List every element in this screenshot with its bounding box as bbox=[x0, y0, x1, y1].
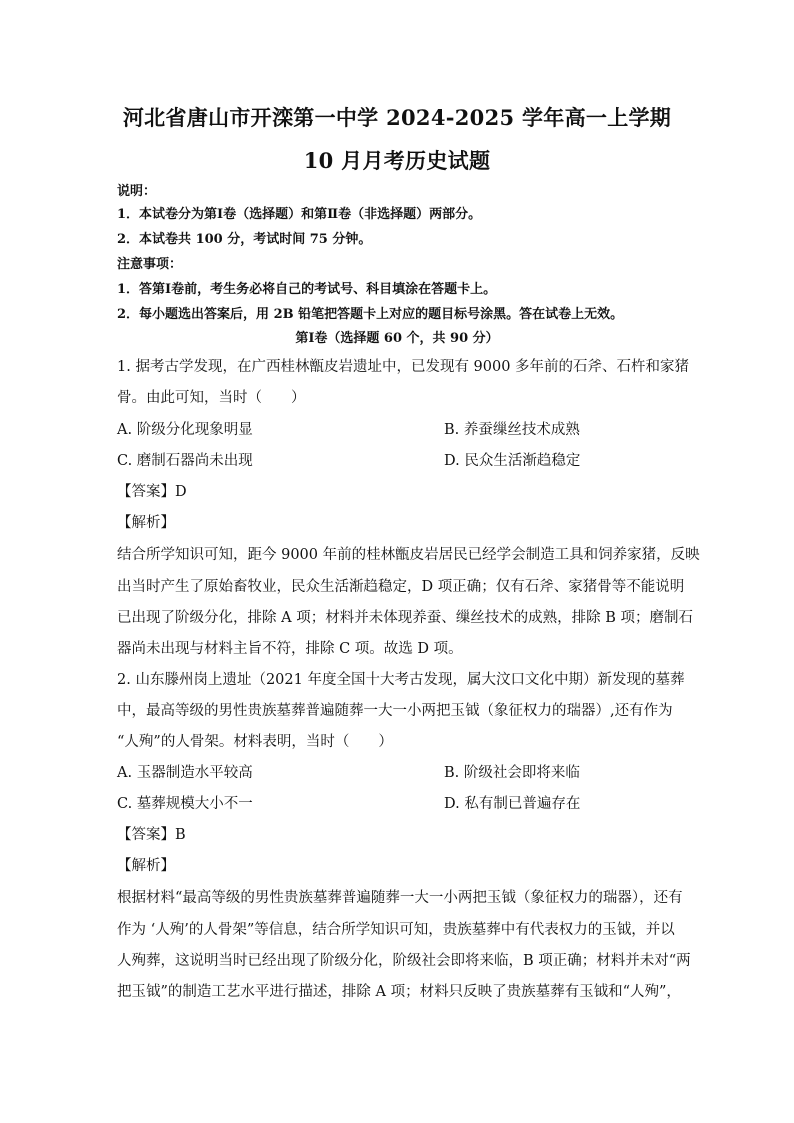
question-2-stem-line-3: “人殉”的人骨架。材料表明，当时（ ） bbox=[117, 734, 393, 750]
question-1-analysis-line-4: 器尚未出现与材料主旨不符，排除 C 项。故选 D 项。 bbox=[117, 641, 463, 657]
question-1-stem-line-1: 1. 据考古学发现，在广西桂林甑皮岩遗址中，已发现有 9000 多年前的石斧、石杵和家猪 bbox=[117, 359, 690, 375]
exam-title-line-2: 10 月月考历史试题 bbox=[303, 148, 491, 173]
question-1-option-b: B. 养蚕缫丝技术成熟 bbox=[444, 422, 580, 438]
question-2-analysis-line-1: 根据材料“最高等级的男性贵族墓葬普遍随葬一大一小两把玉钺（象征权力的瑞器），还有 bbox=[117, 890, 683, 906]
question-2-stem-line-2: 中，最高等级的男性贵族墓葬普遍随葬一大一小两把玉钺（象征权力的瑞器）,还有作为 bbox=[117, 703, 673, 719]
question-1-analysis-line-1: 结合所学知识可知，距今 9000 年前的桂林甑皮岩居民已经学会制造工具和饲养家猪，反映 bbox=[117, 547, 700, 563]
question-2-option-c: C. 墓葬规模大小不一 bbox=[117, 796, 253, 812]
question-2-option-d: D. 私有制已普遍存在 bbox=[444, 796, 581, 812]
question-2-answer: 【答案】B bbox=[117, 827, 186, 843]
question-2-option-b: B. 阶级社会即将来临 bbox=[444, 765, 580, 781]
instructions-label: 说明： bbox=[117, 184, 157, 199]
question-1-option-c: C. 磨制石器尚未出现 bbox=[117, 453, 253, 469]
question-2-option-a: A. 玉器制造水平较高 bbox=[117, 765, 253, 781]
question-1-stem-line-2: 骨。由此可知，当时（ ） bbox=[117, 390, 306, 406]
question-1-analysis-label: 【解析】 bbox=[117, 515, 175, 531]
exam-title-line-1: 河北省唐山市开滦第一中学 2024-2025 学年高一上学期 bbox=[122, 105, 672, 130]
question-1-analysis-line-3: 已出现了阶级分化，排除 A 项；材料并未体现养蚕、缫丝技术的成熟，排除 B 项；磨制石 bbox=[117, 610, 694, 626]
question-1-answer: 【答案】D bbox=[117, 484, 187, 500]
section-heading: 第Ⅰ卷（选择题 60 个，共 90 分） bbox=[295, 331, 499, 346]
question-1-analysis-line-2: 出当时产生了原始畜牧业，民众生活渐趋稳定，D 项正确；仅有石斧、家猪骨等不能说明 bbox=[117, 579, 685, 595]
instruction-item-2: 2．本试卷共 100 分，考试时间 75 分钟。 bbox=[117, 232, 372, 247]
note-item-1: 1．答第Ⅰ卷前，考生务必将自己的考试号、科目填涂在答题卡上。 bbox=[117, 282, 497, 297]
question-2-analysis-line-4: 把玉钺”的制造工艺水平进行描述，排除 A 项；材料只反映了贵族墓葬有玉钺和“人殉”， bbox=[117, 984, 681, 1000]
note-item-2: 2．每小题选出答案后，用 2B 铅笔把答题卡上对应的题目标号涂黑。答在试卷上无效。 bbox=[117, 307, 624, 322]
question-2-stem-line-1: 2. 山东滕州岗上遗址（2021 年度全国十大考古发现，属大汶口文化中期）新发现的墓葬 bbox=[117, 672, 685, 688]
notes-label: 注意事项： bbox=[117, 257, 183, 272]
question-1-option-a: A. 阶级分化现象明显 bbox=[117, 422, 253, 438]
question-2-analysis-label: 【解析】 bbox=[117, 858, 175, 874]
question-1-option-d: D. 民众生活渐趋稳定 bbox=[444, 453, 581, 469]
instruction-item-1: 1．本试卷分为第Ⅰ卷（选择题）和第Ⅱ卷（非选择题）两部分。 bbox=[117, 207, 482, 222]
question-2-analysis-line-2: 作为 ‘人殉’的人骨架”等信息，结合所学知识可知，贵族墓葬中有代表权力的玉钺，并以 bbox=[117, 922, 675, 938]
question-2-analysis-line-3: 人殉葬，这说明当时已经出现了阶级分化，阶级社会即将来临，B 项正确；材料并未对“两 bbox=[117, 953, 691, 969]
